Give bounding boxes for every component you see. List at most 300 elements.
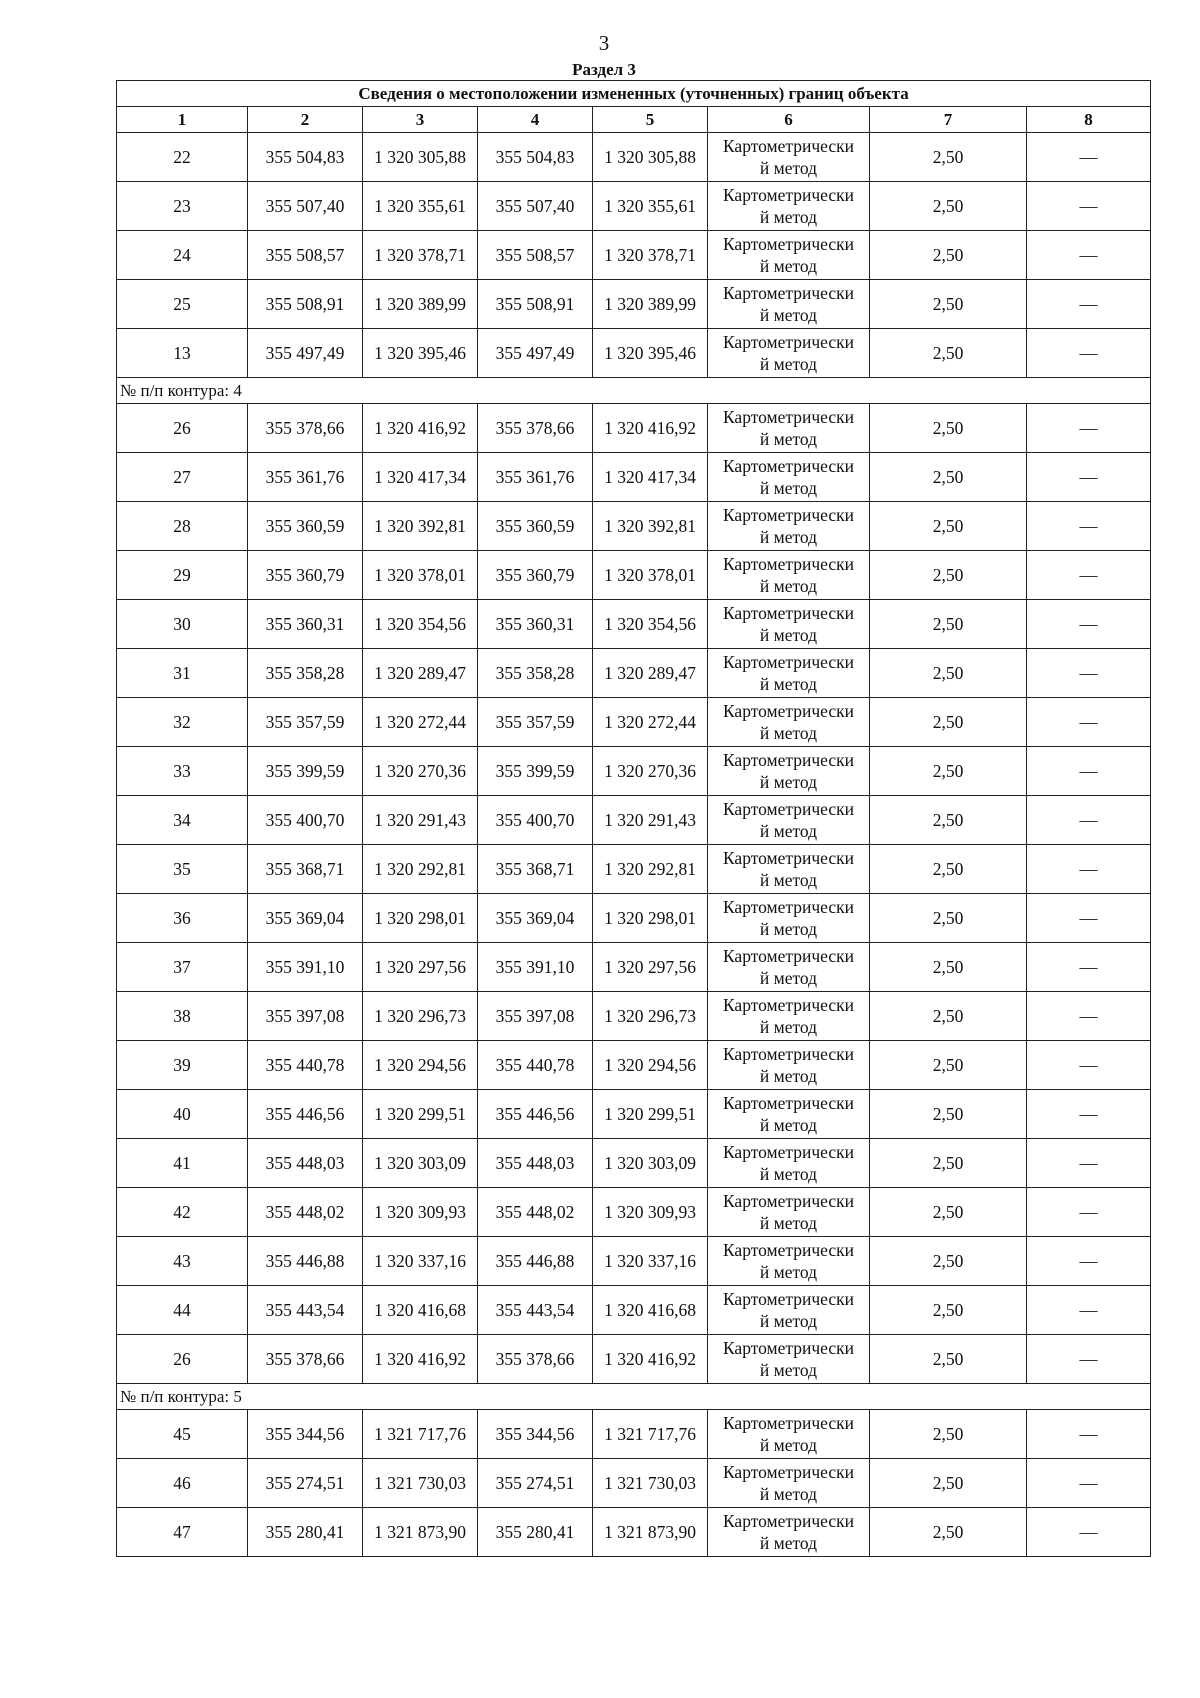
- y-existing-cell: 1 320 297,56: [363, 943, 478, 992]
- method-text-line: Картометрически: [722, 1413, 855, 1433]
- table-row: [117, 1188, 1151, 1237]
- method-text-line: й метод: [759, 1164, 818, 1184]
- point-number-cell: 44: [117, 1286, 248, 1335]
- table-row: [117, 796, 1151, 845]
- method-text-line: Картометрически: [722, 1240, 855, 1260]
- point-number-cell: 42: [117, 1188, 248, 1237]
- column-number: 5: [593, 107, 708, 133]
- x-existing-cell: 355 443,54: [248, 1286, 363, 1335]
- y-existing-cell: 1 320 289,47: [363, 649, 478, 698]
- x-new-cell: 355 448,03: [478, 1139, 593, 1188]
- method-cell: [708, 1335, 870, 1384]
- method-cell: [708, 796, 870, 845]
- x-new-cell: 355 400,70: [478, 796, 593, 845]
- description-cell: —: [1027, 329, 1151, 378]
- method-text-line: й метод: [759, 158, 818, 178]
- column-number: 1: [117, 107, 248, 133]
- method-cell: [708, 1459, 870, 1508]
- table-row: [117, 649, 1151, 698]
- x-existing-cell: 355 280,41: [248, 1508, 363, 1557]
- x-new-cell: 355 378,66: [478, 1335, 593, 1384]
- point-number-cell: 26: [117, 1335, 248, 1384]
- method-cell: [708, 1237, 870, 1286]
- accuracy-cell: 2,50: [870, 796, 1027, 845]
- table-row: [117, 329, 1151, 378]
- method-cell: [708, 329, 870, 378]
- description-cell: —: [1027, 404, 1151, 453]
- x-existing-cell: 355 360,79: [248, 551, 363, 600]
- x-new-cell: 355 448,02: [478, 1188, 593, 1237]
- point-number-cell: 32: [117, 698, 248, 747]
- method-text-line: й метод: [759, 354, 818, 374]
- accuracy-cell: 2,50: [870, 280, 1027, 329]
- accuracy-cell: 2,50: [870, 845, 1027, 894]
- x-existing-cell: 355 400,70: [248, 796, 363, 845]
- x-existing-cell: 355 274,51: [248, 1459, 363, 1508]
- y-new-cell: 1 320 378,71: [593, 231, 708, 280]
- x-new-cell: 355 360,79: [478, 551, 593, 600]
- point-number-cell: 23: [117, 182, 248, 231]
- y-existing-cell: 1 320 303,09: [363, 1139, 478, 1188]
- x-new-cell: 355 391,10: [478, 943, 593, 992]
- y-new-cell: 1 320 297,56: [593, 943, 708, 992]
- accuracy-cell: 2,50: [870, 1041, 1027, 1090]
- y-new-cell: 1 320 416,92: [593, 404, 708, 453]
- description-cell: —: [1027, 1508, 1151, 1557]
- description-cell: —: [1027, 1188, 1151, 1237]
- method-text-line: Картометрически: [722, 652, 855, 672]
- method-text-line: Картометрически: [722, 1511, 855, 1531]
- accuracy-cell: 2,50: [870, 182, 1027, 231]
- y-existing-cell: 1 320 272,44: [363, 698, 478, 747]
- method-text-line: Картометрически: [722, 1191, 855, 1211]
- method-text-line: Картометрически: [722, 407, 855, 427]
- x-new-cell: 355 399,59: [478, 747, 593, 796]
- x-existing-cell: 355 446,88: [248, 1237, 363, 1286]
- x-existing-cell: 355 508,91: [248, 280, 363, 329]
- page-number: 3: [598, 31, 610, 55]
- point-number-cell: 13: [117, 329, 248, 378]
- x-existing-cell: 355 360,59: [248, 502, 363, 551]
- column-number: 2: [248, 107, 363, 133]
- accuracy-cell: 2,50: [870, 1508, 1027, 1557]
- method-text-line: й метод: [759, 968, 818, 988]
- method-cell: [708, 280, 870, 329]
- method-text-line: й метод: [759, 674, 818, 694]
- x-new-cell: 355 358,28: [478, 649, 593, 698]
- column-number: 3: [363, 107, 478, 133]
- boundary-coordinates-table: [116, 80, 1151, 1557]
- method-cell: [708, 747, 870, 796]
- table-row: [117, 1139, 1151, 1188]
- column-number: 4: [478, 107, 593, 133]
- y-new-cell: 1 320 416,68: [593, 1286, 708, 1335]
- y-existing-cell: 1 320 309,93: [363, 1188, 478, 1237]
- method-cell: [708, 502, 870, 551]
- description-cell: —: [1027, 1410, 1151, 1459]
- y-existing-cell: 1 320 416,92: [363, 1335, 478, 1384]
- table-row: [117, 943, 1151, 992]
- method-cell: [708, 404, 870, 453]
- accuracy-cell: 2,50: [870, 329, 1027, 378]
- accuracy-cell: 2,50: [870, 943, 1027, 992]
- method-text-line: й метод: [759, 625, 818, 645]
- method-cell: [708, 649, 870, 698]
- method-cell: [708, 1508, 870, 1557]
- method-cell: [708, 453, 870, 502]
- x-new-cell: 355 508,57: [478, 231, 593, 280]
- y-existing-cell: 1 320 378,01: [363, 551, 478, 600]
- y-existing-cell: 1 320 305,88: [363, 133, 478, 182]
- table-row: [117, 1459, 1151, 1508]
- method-cell: [708, 943, 870, 992]
- y-new-cell: 1 320 299,51: [593, 1090, 708, 1139]
- description-cell: —: [1027, 600, 1151, 649]
- x-new-cell: 355 397,08: [478, 992, 593, 1041]
- point-number-cell: 34: [117, 796, 248, 845]
- y-new-cell: 1 320 392,81: [593, 502, 708, 551]
- method-text-line: й метод: [759, 919, 818, 939]
- point-number-cell: 38: [117, 992, 248, 1041]
- description-cell: —: [1027, 747, 1151, 796]
- x-existing-cell: 355 446,56: [248, 1090, 363, 1139]
- description-cell: —: [1027, 1335, 1151, 1384]
- description-cell: —: [1027, 1237, 1151, 1286]
- method-text-line: Картометрически: [722, 946, 855, 966]
- method-text-line: й метод: [759, 1484, 818, 1504]
- table-row: [117, 1041, 1151, 1090]
- method-text-line: Картометрически: [722, 136, 855, 156]
- x-existing-cell: 355 360,31: [248, 600, 363, 649]
- y-new-cell: 1 320 291,43: [593, 796, 708, 845]
- y-existing-cell: 1 320 392,81: [363, 502, 478, 551]
- y-new-cell: 1 320 355,61: [593, 182, 708, 231]
- method-cell: [708, 551, 870, 600]
- y-new-cell: 1 320 303,09: [593, 1139, 708, 1188]
- y-existing-cell: 1 320 355,61: [363, 182, 478, 231]
- method-text-line: й метод: [759, 207, 818, 227]
- method-cell: [708, 231, 870, 280]
- description-cell: —: [1027, 796, 1151, 845]
- y-new-cell: 1 320 389,99: [593, 280, 708, 329]
- y-new-cell: 1 320 417,34: [593, 453, 708, 502]
- x-existing-cell: 355 378,66: [248, 404, 363, 453]
- method-cell: [708, 1188, 870, 1237]
- table-row: [117, 133, 1151, 182]
- method-cell: [708, 1410, 870, 1459]
- description-cell: —: [1027, 551, 1151, 600]
- method-text-line: Картометрически: [722, 799, 855, 819]
- point-number-cell: 45: [117, 1410, 248, 1459]
- y-existing-cell: 1 321 717,76: [363, 1410, 478, 1459]
- point-number-cell: 33: [117, 747, 248, 796]
- y-new-cell: 1 320 289,47: [593, 649, 708, 698]
- method-cell: [708, 133, 870, 182]
- accuracy-cell: 2,50: [870, 502, 1027, 551]
- method-text-line: й метод: [759, 821, 818, 841]
- method-text-line: й метод: [759, 1066, 818, 1086]
- accuracy-cell: 2,50: [870, 1335, 1027, 1384]
- column-number: 7: [870, 107, 1027, 133]
- table-row: [117, 1090, 1151, 1139]
- method-text-line: й метод: [759, 1311, 818, 1331]
- y-new-cell: 1 320 272,44: [593, 698, 708, 747]
- method-text-line: й метод: [759, 1262, 818, 1282]
- x-new-cell: 355 360,59: [478, 502, 593, 551]
- x-existing-cell: 355 358,28: [248, 649, 363, 698]
- method-cell: [708, 1286, 870, 1335]
- point-number-cell: 31: [117, 649, 248, 698]
- column-number: 8: [1027, 107, 1151, 133]
- table-row: [117, 1286, 1151, 1335]
- method-text-line: Картометрически: [722, 1462, 855, 1482]
- x-new-cell: 355 443,54: [478, 1286, 593, 1335]
- method-cell: [708, 1139, 870, 1188]
- method-text-line: Картометрически: [722, 234, 855, 254]
- point-number-cell: 43: [117, 1237, 248, 1286]
- x-existing-cell: 355 391,10: [248, 943, 363, 992]
- y-existing-cell: 1 320 291,43: [363, 796, 478, 845]
- description-cell: —: [1027, 1041, 1151, 1090]
- y-new-cell: 1 320 378,01: [593, 551, 708, 600]
- y-existing-cell: 1 321 873,90: [363, 1508, 478, 1557]
- y-existing-cell: 1 320 389,99: [363, 280, 478, 329]
- method-text-line: й метод: [759, 1533, 818, 1553]
- x-new-cell: 355 361,76: [478, 453, 593, 502]
- method-text-line: й метод: [759, 1360, 818, 1380]
- accuracy-cell: 2,50: [870, 600, 1027, 649]
- y-new-cell: 1 321 717,76: [593, 1410, 708, 1459]
- x-existing-cell: 355 448,03: [248, 1139, 363, 1188]
- accuracy-cell: 2,50: [870, 1090, 1027, 1139]
- method-text-line: й метод: [759, 256, 818, 276]
- description-cell: —: [1027, 1090, 1151, 1139]
- method-text-line: Картометрически: [722, 603, 855, 623]
- y-existing-cell: 1 320 416,92: [363, 404, 478, 453]
- point-number-cell: 41: [117, 1139, 248, 1188]
- point-number-cell: 30: [117, 600, 248, 649]
- x-existing-cell: 355 507,40: [248, 182, 363, 231]
- x-new-cell: 355 508,91: [478, 280, 593, 329]
- contour-label: № п/п контура: 5: [117, 1384, 1151, 1410]
- x-new-cell: 355 357,59: [478, 698, 593, 747]
- x-new-cell: 355 369,04: [478, 894, 593, 943]
- x-new-cell: 355 446,56: [478, 1090, 593, 1139]
- method-text-line: Картометрически: [722, 283, 855, 303]
- point-number-cell: 35: [117, 845, 248, 894]
- description-cell: —: [1027, 182, 1151, 231]
- method-cell: [708, 845, 870, 894]
- accuracy-cell: 2,50: [870, 231, 1027, 280]
- y-new-cell: 1 320 416,92: [593, 1335, 708, 1384]
- description-cell: —: [1027, 845, 1151, 894]
- point-number-cell: 36: [117, 894, 248, 943]
- column-number-row: [117, 107, 1151, 133]
- contour-header-row: [117, 378, 1151, 404]
- method-text-line: й метод: [759, 870, 818, 890]
- method-cell: [708, 992, 870, 1041]
- point-number-cell: 27: [117, 453, 248, 502]
- x-new-cell: 355 378,66: [478, 404, 593, 453]
- method-text-line: Картометрически: [722, 185, 855, 205]
- x-new-cell: 355 507,40: [478, 182, 593, 231]
- table-row: [117, 1237, 1151, 1286]
- description-cell: —: [1027, 453, 1151, 502]
- accuracy-cell: 2,50: [870, 1286, 1027, 1335]
- y-new-cell: 1 320 294,56: [593, 1041, 708, 1090]
- y-existing-cell: 1 320 378,71: [363, 231, 478, 280]
- x-existing-cell: 355 397,08: [248, 992, 363, 1041]
- y-existing-cell: 1 320 416,68: [363, 1286, 478, 1335]
- method-text-line: й метод: [759, 1213, 818, 1233]
- accuracy-cell: 2,50: [870, 1188, 1027, 1237]
- point-number-cell: 37: [117, 943, 248, 992]
- accuracy-cell: 2,50: [870, 404, 1027, 453]
- x-existing-cell: 355 357,59: [248, 698, 363, 747]
- y-existing-cell: 1 320 296,73: [363, 992, 478, 1041]
- description-cell: —: [1027, 231, 1151, 280]
- accuracy-cell: 2,50: [870, 698, 1027, 747]
- description-cell: —: [1027, 992, 1151, 1041]
- x-existing-cell: 355 440,78: [248, 1041, 363, 1090]
- point-number-cell: 39: [117, 1041, 248, 1090]
- table-row: [117, 280, 1151, 329]
- method-text-line: Картометрически: [722, 554, 855, 574]
- accuracy-cell: 2,50: [870, 1459, 1027, 1508]
- method-cell: [708, 1041, 870, 1090]
- method-cell: [708, 182, 870, 231]
- accuracy-cell: 2,50: [870, 551, 1027, 600]
- description-cell: —: [1027, 133, 1151, 182]
- method-text-line: Картометрически: [722, 848, 855, 868]
- x-existing-cell: 355 378,66: [248, 1335, 363, 1384]
- table-row: [117, 747, 1151, 796]
- x-new-cell: 355 360,31: [478, 600, 593, 649]
- accuracy-cell: 2,50: [870, 894, 1027, 943]
- table-row: [117, 1508, 1151, 1557]
- point-number-cell: 47: [117, 1508, 248, 1557]
- description-cell: —: [1027, 649, 1151, 698]
- x-existing-cell: 355 508,57: [248, 231, 363, 280]
- table-row: [117, 404, 1151, 453]
- table-row: [117, 231, 1151, 280]
- column-number: 6: [708, 107, 870, 133]
- x-new-cell: 355 446,88: [478, 1237, 593, 1286]
- x-existing-cell: 355 368,71: [248, 845, 363, 894]
- x-new-cell: 355 497,49: [478, 329, 593, 378]
- y-existing-cell: 1 321 730,03: [363, 1459, 478, 1508]
- point-number-cell: 46: [117, 1459, 248, 1508]
- method-text-line: Картометрически: [722, 701, 855, 721]
- x-existing-cell: 355 504,83: [248, 133, 363, 182]
- table-row: [117, 551, 1151, 600]
- x-existing-cell: 355 497,49: [248, 329, 363, 378]
- description-cell: —: [1027, 1286, 1151, 1335]
- x-new-cell: 355 440,78: [478, 1041, 593, 1090]
- y-new-cell: 1 320 296,73: [593, 992, 708, 1041]
- section-title: Раздел 3: [572, 60, 636, 79]
- method-cell: [708, 698, 870, 747]
- y-existing-cell: 1 320 294,56: [363, 1041, 478, 1090]
- method-text-line: й метод: [759, 1017, 818, 1037]
- x-existing-cell: 355 399,59: [248, 747, 363, 796]
- description-cell: —: [1027, 698, 1151, 747]
- method-text-line: Картометрически: [722, 1289, 855, 1309]
- point-number-cell: 22: [117, 133, 248, 182]
- method-text-line: й метод: [759, 1115, 818, 1135]
- y-new-cell: 1 320 298,01: [593, 894, 708, 943]
- accuracy-cell: 2,50: [870, 747, 1027, 796]
- method-cell: [708, 600, 870, 649]
- x-new-cell: 355 368,71: [478, 845, 593, 894]
- accuracy-cell: 2,50: [870, 1237, 1027, 1286]
- method-text-line: Картометрически: [722, 750, 855, 770]
- table-title: Сведения о местоположении измененных (уточненных) границ объекта: [117, 81, 1151, 107]
- method-text-line: Картометрически: [722, 1338, 855, 1358]
- method-text-line: Картометрически: [722, 995, 855, 1015]
- y-new-cell: 1 320 292,81: [593, 845, 708, 894]
- y-new-cell: 1 320 395,46: [593, 329, 708, 378]
- table-row: [117, 992, 1151, 1041]
- table-row: [117, 1335, 1151, 1384]
- method-cell: [708, 1090, 870, 1139]
- y-new-cell: 1 320 354,56: [593, 600, 708, 649]
- point-number-cell: 29: [117, 551, 248, 600]
- x-new-cell: 355 280,41: [478, 1508, 593, 1557]
- x-new-cell: 355 504,83: [478, 133, 593, 182]
- table-row: [117, 502, 1151, 551]
- method-text-line: Картометрически: [722, 456, 855, 476]
- accuracy-cell: 2,50: [870, 453, 1027, 502]
- table-row: [117, 894, 1151, 943]
- y-existing-cell: 1 320 354,56: [363, 600, 478, 649]
- method-text-line: Картометрически: [722, 897, 855, 917]
- table-row: [117, 845, 1151, 894]
- x-existing-cell: 355 344,56: [248, 1410, 363, 1459]
- table-row: [117, 600, 1151, 649]
- y-existing-cell: 1 320 337,16: [363, 1237, 478, 1286]
- description-cell: —: [1027, 1459, 1151, 1508]
- method-text-line: й метод: [759, 527, 818, 547]
- y-existing-cell: 1 320 298,01: [363, 894, 478, 943]
- contour-header-row: [117, 1384, 1151, 1410]
- method-cell: [708, 894, 870, 943]
- method-text-line: Картометрически: [722, 332, 855, 352]
- table-row: [117, 698, 1151, 747]
- y-existing-cell: 1 320 299,51: [363, 1090, 478, 1139]
- method-text-line: й метод: [759, 305, 818, 325]
- description-cell: —: [1027, 943, 1151, 992]
- y-new-cell: 1 320 305,88: [593, 133, 708, 182]
- x-existing-cell: 355 448,02: [248, 1188, 363, 1237]
- x-existing-cell: 355 361,76: [248, 453, 363, 502]
- table-row: [117, 453, 1151, 502]
- y-new-cell: 1 320 309,93: [593, 1188, 708, 1237]
- y-new-cell: 1 320 337,16: [593, 1237, 708, 1286]
- x-existing-cell: 355 369,04: [248, 894, 363, 943]
- accuracy-cell: 2,50: [870, 649, 1027, 698]
- y-existing-cell: 1 320 270,36: [363, 747, 478, 796]
- accuracy-cell: 2,50: [870, 133, 1027, 182]
- point-number-cell: 26: [117, 404, 248, 453]
- y-new-cell: 1 321 730,03: [593, 1459, 708, 1508]
- x-new-cell: 355 274,51: [478, 1459, 593, 1508]
- y-existing-cell: 1 320 417,34: [363, 453, 478, 502]
- method-text-line: й метод: [759, 576, 818, 596]
- x-new-cell: 355 344,56: [478, 1410, 593, 1459]
- point-number-cell: 40: [117, 1090, 248, 1139]
- method-text-line: й метод: [759, 1435, 818, 1455]
